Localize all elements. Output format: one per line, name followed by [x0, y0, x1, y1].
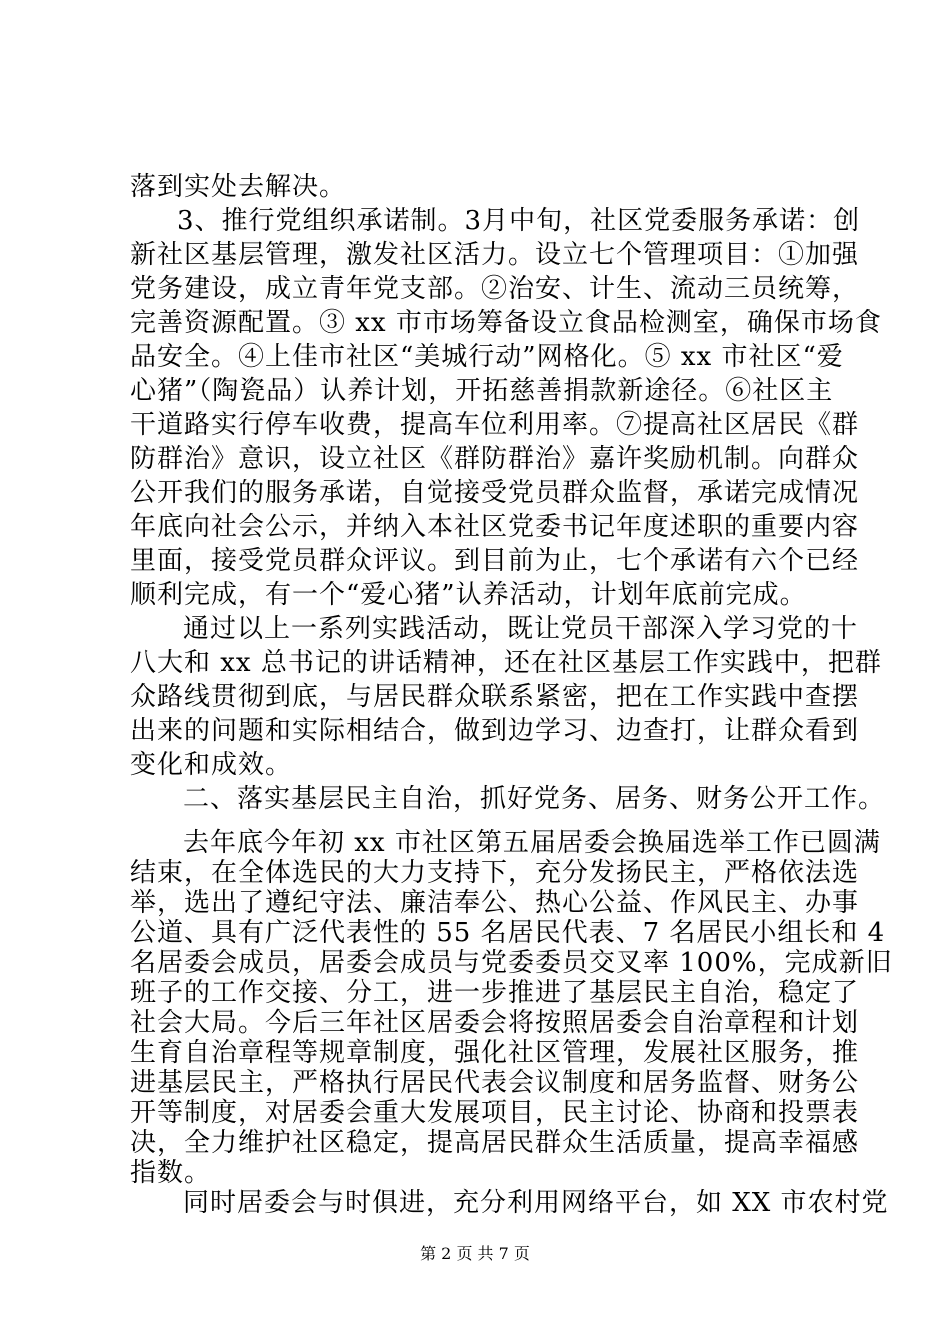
- text-line: 通过以上一系列实践活动，既让党员干部深入学习党的十: [183, 614, 859, 644]
- text-line: 生育自治章程等规章制度，强化社区管理，发展社区服务，推: [130, 1038, 860, 1068]
- text-line: 指数。: [130, 1158, 212, 1188]
- text-line: 落到实处去解决。: [130, 172, 347, 202]
- text-line: 名居委会成员，居委会成员与党委委员交叉率 100%，完成新旧: [130, 948, 893, 978]
- text-line: 进基层民主，严格执行居民代表会议制度和居务监督、财务公: [130, 1068, 860, 1098]
- text-line: 社会大局。今后三年社区居委会将按照居委会自治章程和计划: [130, 1008, 860, 1038]
- page-number-footer: 第 2 页 共 7 页: [420, 1244, 530, 1263]
- text-line: 结束，在全体选民的大力支持下，充分发扬民主，严格依法选: [130, 858, 860, 888]
- section-heading: 二、落实基层民主自治，抓好党务、居务、财务公开工作。: [183, 784, 886, 814]
- text-line: 里面，接受党员群众评议。到目前为止，七个承诺有六个已经: [130, 546, 860, 576]
- text-line: 变化和成效。: [130, 750, 293, 780]
- text-line: 去年底今年初 xx 市社区第五届居委会换届选举工作已圆满: [183, 828, 881, 858]
- text-line: 顺利完成，有一个“爱心猪”认养活动，计划年底前完成。: [130, 580, 807, 610]
- text-line: 党务建设，成立青年党支部。②治安、计生、流动三员统筹，: [130, 274, 860, 304]
- text-line: 八大和 xx 总书记的讲话精神，还在社区基层工作实践中，把群: [130, 648, 882, 678]
- text-line: 完善资源配置。③ xx 市市场筹备设立食品检测室，确保市场食: [130, 308, 882, 338]
- text-line: 防群治》意识，设立社区《群防群治》嘉许奖励机制。向群众: [130, 444, 860, 474]
- text-line: 心猪”（陶瓷品）认养计划，开拓慈善捐款新途径。⑥社区主: [130, 376, 834, 406]
- text-line: 同时居委会与时俱进，充分利用网络平台，如 XX 市农村党: [183, 1188, 889, 1218]
- text-line: 班子的工作交接、分工，进一步推进了基层民主自治，稳定了: [130, 978, 860, 1008]
- text-line: 3、推行党组织承诺制。3月中旬，社区党委服务承诺：创: [177, 206, 861, 236]
- text-line: 决，全力维护社区稳定，提高居民群众生活质量，提高幸福感: [130, 1128, 860, 1158]
- text-line: 公道、具有广泛代表性的 55 名居民代表、7 名居民小组长和 4: [130, 918, 886, 948]
- text-line: 年底向社会公示，并纳入本社区党委书记年度述职的重要内容: [130, 512, 860, 542]
- text-line: 品安全。④上佳市社区“美城行动”网格化。⑤ xx 市社区“爱: [130, 342, 844, 372]
- text-line: 众路线贯彻到底，与居民群众联系紧密，把在工作实践中查摆: [130, 682, 860, 712]
- text-line: 开等制度，对居委会重大发展项目，民主讨论、协商和投票表: [130, 1098, 860, 1128]
- text-line: 新社区基层管理，激发社区活力。设立七个管理项目：①加强: [130, 240, 860, 270]
- text-line: 出来的问题和实际相结合，做到边学习、边查打，让群众看到: [130, 716, 860, 746]
- text-line: 举，选出了遵纪守法、廉洁奉公、热心公益、作风民主、办事: [130, 888, 860, 918]
- text-line: 公开我们的服务承诺，自觉接受党员群众监督，承诺完成情况: [130, 478, 860, 508]
- text-line: 干道路实行停车收费，提高车位利用率。⑦提高社区居民《群: [130, 410, 860, 440]
